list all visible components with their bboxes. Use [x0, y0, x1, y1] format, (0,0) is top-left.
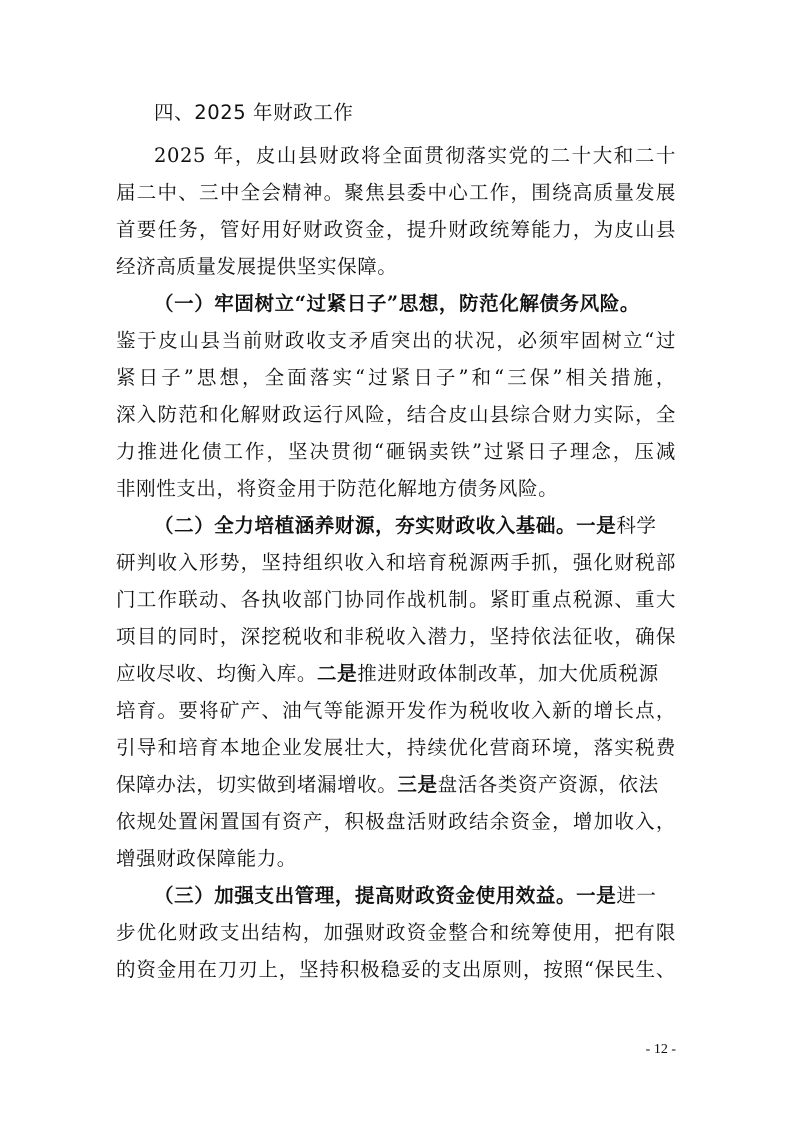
subsection-title: （三）加强支出管理，提高财政资金使用效益。: [154, 884, 577, 907]
point-marker: 二是: [317, 662, 358, 685]
paragraph-line: 首要任务，管好用好财政资金，提升财政统筹能力，为皮山县: [116, 218, 676, 241]
paragraph-line: 紧日子”思想，全面落实“过紧日子”和“三保”相关措施，: [116, 366, 676, 389]
paragraph-text: 进一: [616, 884, 657, 907]
paragraph-line: 力推进化债工作，坚决贯彻“砸锅卖铁”过紧日子理念，压减: [116, 440, 676, 463]
paragraph-line: 鉴于皮山县当前财政收支矛盾突出的状况，必须牢固树立“过: [116, 329, 676, 352]
paragraph-line: [116, 773, 676, 801]
paragraph-text: 盘活各类资产资源，依法: [437, 773, 659, 796]
paragraph-text: 应收尽收、均衡入库。: [116, 662, 318, 685]
section-title: 四、2025 年财政工作: [154, 101, 354, 124]
subsection-title: （一）牢固树立“过紧日子”思想，防范化解债务风险。: [154, 292, 640, 315]
page-number: - 12 -: [645, 1042, 676, 1057]
paragraph-text: 保障办法，切实做到堵漏增收。: [116, 773, 398, 796]
paragraph-line: [116, 662, 676, 690]
paragraph-line: 依规处置闲置国有资产，积极盘活财政结余资金，增加收入，: [116, 810, 676, 833]
paragraph-line: 门工作联动、各执收部门协同作战机制。紧盯重点税源、重大: [116, 588, 676, 611]
paragraph-line: 培育。要将矿产、油气等能源开发作为税收收入新的增长点，: [116, 699, 676, 722]
paragraph-text: 科学: [616, 514, 657, 537]
subsection-line: [154, 884, 676, 912]
paragraph-line: 经济高质量发展提供坚实保障。: [116, 255, 398, 278]
paragraph-line: 步优化财政支出结构，加强财政资金整合和统筹使用，把有限: [116, 921, 676, 944]
paragraph-line: 2025 年，皮山县财政将全面贯彻落实党的二十大和二十: [154, 144, 676, 167]
point-marker: 一是: [576, 884, 617, 907]
paragraph-text: 推进财政体制改革，加大优质税源: [357, 662, 659, 685]
point-marker: 三是: [397, 773, 438, 796]
paragraph-line: 研判收入形势，坚持组织收入和培育税源两手抓，强化财税部: [116, 551, 676, 574]
paragraph-line: 项目的同时，深挖税收和非税收入潜力，坚持依法征收，确保: [116, 625, 676, 648]
subsection-title: （二）全力培植涵养财源，夯实财政收入基础。: [154, 514, 577, 537]
subsection-line: [154, 514, 676, 542]
paragraph-line: 非刚性支出，将资金用于防范化解地方债务风险。: [116, 477, 559, 500]
paragraph-line: 届二中、三中全会精神。聚焦县委中心工作，围绕高质量发展: [116, 181, 676, 204]
paragraph-line: 增强财政保障能力。: [116, 847, 297, 870]
paragraph-line: 的资金用在刀刃上，坚持积极稳妥的支出原则，按照“保民生、: [116, 958, 676, 981]
point-marker: 一是: [576, 514, 617, 537]
paragraph-line: 引导和培育本地企业发展壮大，持续优化营商环境，落实税费: [116, 736, 676, 759]
paragraph-line: 深入防范和化解财政运行风险，结合皮山县综合财力实际，全: [116, 403, 676, 426]
